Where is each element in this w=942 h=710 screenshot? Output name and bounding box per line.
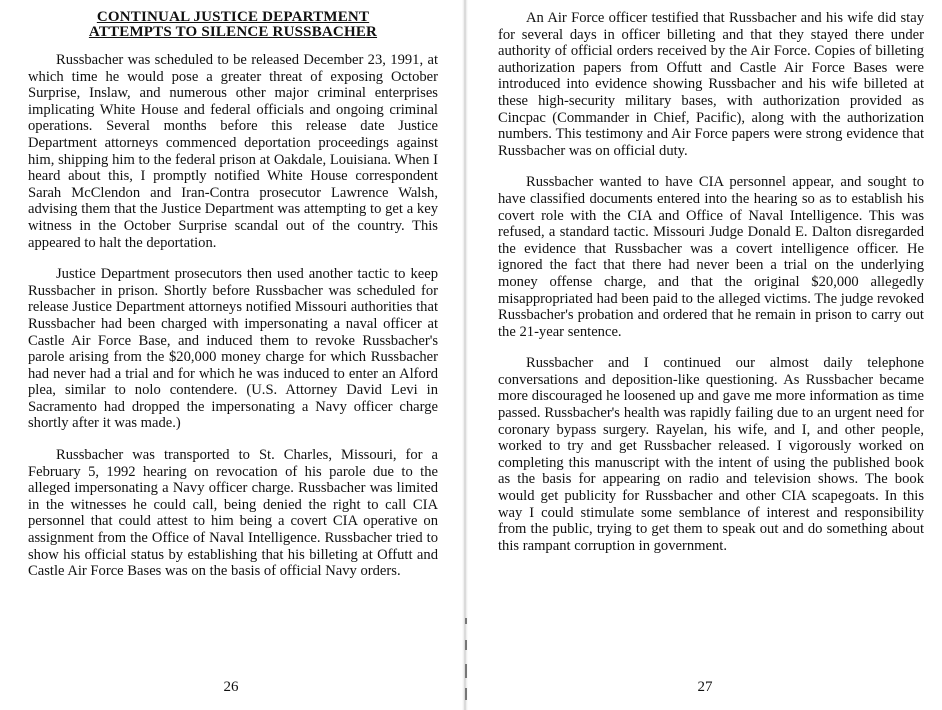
gutter-mark	[465, 664, 467, 678]
paragraph: An Air Force officer testified that Russbacher and his wife did stay for several days in officer billeting and that they stayed there under authority of official orders received by the Air Force. Copies of billeting authorization papers from Offutt and Castle Air Force Bases were introduced into evidence showing Russbacher and his wife billeted at these high-security military bases, with authorization provided as Cincpac (Commander in Chief, Pacific), along with the authorization numbers. This testimony and Air Force papers were strong evidence that Russbacher was on official duty.	[498, 10, 924, 159]
right-page	[468, 0, 942, 710]
paragraph: Russbacher and I continued our almost daily telephone conversations and deposition-like questioning. As Russbacher became more discouraged he loosened up and gave me more information as time passed. Russbacher's health was rapidly failing due to an urgent need for coronary bypass surgery. Rayelan, his wife, and I, and other people, worked to try and get Russbacher released. I vigorously worked on completing this manuscript with the intent of using the published book as the basis for appearing on radio and television shows. The book would get publicity for Russbacher and other CIA scapegoats. In this way I could stimulate some semblance of interest and responsibility from the public, trying to get them to speak out and do something about this rampant corruption in government.	[498, 355, 924, 554]
heading-line-2: ATTEMPTS TO SILENCE RUSSBACHER	[88, 24, 378, 40]
left-page	[0, 0, 462, 710]
paragraph: Russbacher wanted to have CIA personnel appear, and sought to have classified documents entered into the hearing so as to establish his covert role with the CIA and Office of Naval Intelligence. This was refused, a standard tactic. Missouri Judge Donald E. Dalton disregarded the evidence that Russbacher was a covert intelligence officer. He ignored the fact that there had never been a trial on the underlying money offense charge, and that the original $20,000 allegedly misappropriated had been paid to the alleged victims. The judge revoked Russbacher's probation and ordered that he remain in prison to carry out the 21-year sentence.	[498, 174, 924, 340]
heading-line-1: CONTINUAL JUSTICE DEPARTMENT	[96, 9, 370, 25]
page-number-right: 27	[697, 679, 713, 695]
paragraph: Russbacher was scheduled to be released December 23, 1991, at which time he would pose a greater threat of exposing October Surprise, Inslaw, and numerous other major criminal enterprises implicating White House and federal officials and ongoing criminal operations. Several months before this release date Justice Department attorneys commenced deportation proceedings against him, shipping him to the federal prison at Oakdale, Louisiana. When I heard about this, I promptly notified White House correspondent Sarah McClendon and Iran-Contra prosecutor Lawrence Walsh, advising them that the Justice Department was attempting to get a key witness in the October Surprise scandal out of the country. This appeared to halt the deportation.	[28, 52, 438, 251]
gutter-mark	[465, 688, 467, 700]
paragraph: Russbacher was transported to St. Charles, Missouri, for a February 5, 1992 hearing on revocation of his parole due to the alleged impersonating a Navy officer charge. Russbacher was limited in the witnesses he could call, being denied the right to call CIA personnel that could attest to him being a covert CIA operative on assignment from the Office of Naval Intelligence. Russbacher tried to show his official status by establishing that his billeting at Offutt and Castle Air Force Bases was on the basis of official Navy orders.	[28, 447, 438, 580]
page-number-left: 26	[223, 679, 239, 695]
paragraph: Justice Department prosecutors then used another tactic to keep Russbacher in prison. Shortly before Russbacher was scheduled for release Justice Department attorneys notified Missouri authorities that Russbacher had been charged with impersonating a naval officer at Castle Air Force Base, and induced them to revoke Russbacher's parole arising from the $20,000 money charge for which Russbacher had never had a trial and for which he was induced to enter an Alford plea, similar to nolo contendere. (U.S. Attorney David Levi in Sacramento had dropped the impersonating a Navy officer charge shortly after it was made.)	[28, 266, 438, 432]
gutter-mark	[465, 618, 467, 624]
chapter-heading	[28, 10, 438, 40]
gutter-mark	[465, 640, 467, 650]
